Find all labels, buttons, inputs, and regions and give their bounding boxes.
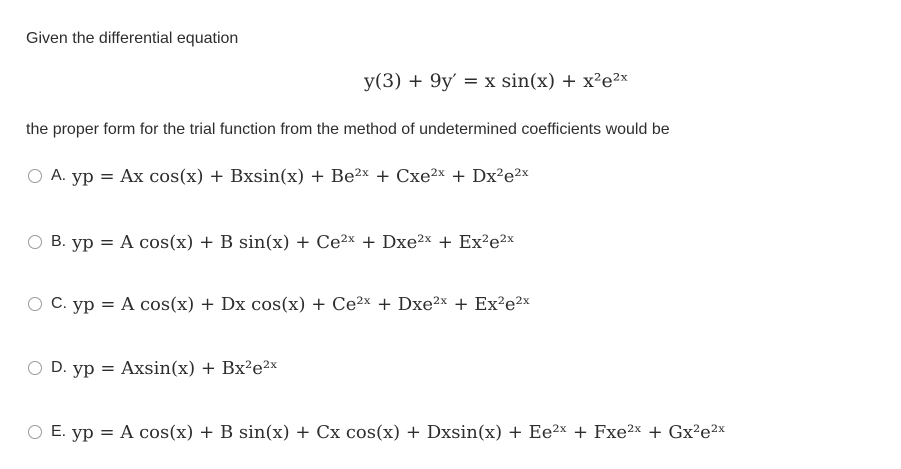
radio-circle-icon[interactable] [28,425,42,439]
option-a[interactable] [28,162,529,190]
option-letter: D. [51,359,67,376]
option-letter: C. [51,295,67,312]
question-intro: Given the differential equation [26,30,239,47]
radio-circle-icon[interactable] [28,361,42,375]
option-d[interactable] [28,354,278,382]
option-letter: B. [51,233,67,250]
option-b[interactable] [28,228,515,256]
option-expression: yp = A cos(x) + Dx cos(x) + Ce²ˣ + Dxe²ˣ + Ex²e²ˣ [73,293,531,315]
question-instruction: the proper form for the trial function from the method of undetermined coefficients would be [26,121,670,138]
radio-circle-icon[interactable] [28,235,42,249]
radio-circle-icon[interactable] [28,297,42,311]
option-expression: yp = Axsin(x) + Bx²e²ˣ [73,357,278,379]
option-letter: A. [51,167,67,184]
option-e[interactable] [28,418,726,446]
radio-circle-icon[interactable] [28,169,42,183]
differential-equation: y(3) + 9y′ = x sin(x) + x²e²ˣ [364,70,629,92]
option-letter: E. [51,423,67,440]
option-c[interactable] [28,290,530,318]
option-expression: yp = A cos(x) + B sin(x) + Cx cos(x) + Dxsin(x) + Ee²ˣ + Fxe²ˣ + Gx²e²ˣ [72,421,726,443]
option-expression: yp = A cos(x) + B sin(x) + Ce²ˣ + Dxe²ˣ + Ex²e²ˣ [72,231,515,253]
option-expression: yp = Ax cos(x) + Bxsin(x) + Be²ˣ + Cxe²ˣ + Dx²e²ˣ [72,165,530,187]
